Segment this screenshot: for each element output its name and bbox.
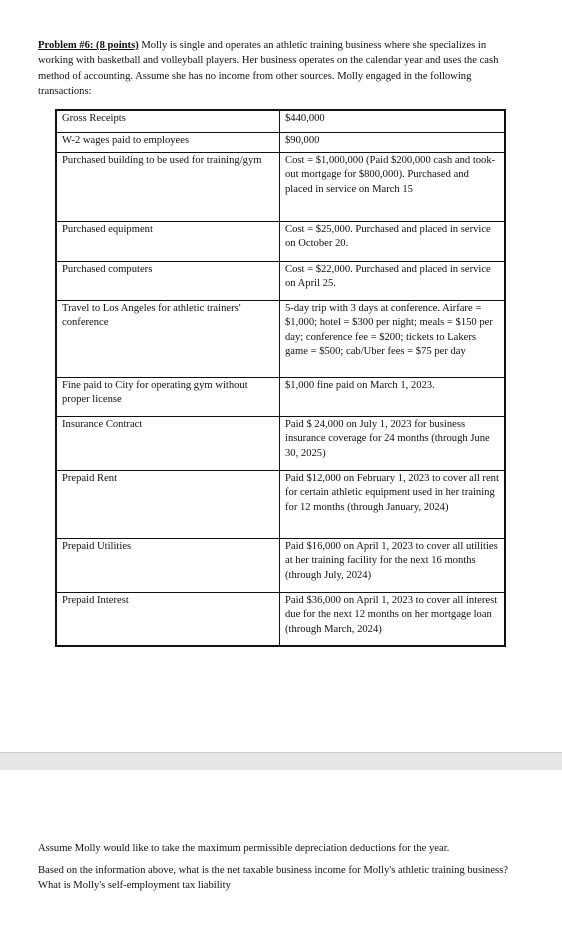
table-row <box>56 110 505 132</box>
table-row <box>56 221 505 261</box>
problem-text: Molly is single and operates an athletic training business where she specializes in working with basketball and volleyball players. Her business operates on the calendar year and uses the cash method of accounting. Assume she has no income from other sources. Molly engaged in the following transactions: <box>38 40 499 98</box>
table-row <box>56 152 505 221</box>
row-item: Fine paid to City for operating gym without proper license <box>56 377 280 416</box>
row-detail: $1,000 fine paid on March 1, 2023. <box>280 377 506 416</box>
row-item: Prepaid Utilities <box>56 538 280 592</box>
row-detail: $90,000 <box>280 132 506 152</box>
row-detail: $440,000 <box>280 110 506 132</box>
row-item: Prepaid Rent <box>56 470 280 538</box>
table-row <box>56 261 505 300</box>
row-detail: 5-day trip with 3 days at conference. Airfare = $1,000; hotel = $300 per night; meals = $150 per day; conference fee = $200; tickets to Lakers game = $500; cab/Uber fees = $75 per day <box>280 300 506 377</box>
row-item: Purchased equipment <box>56 221 280 261</box>
table-row <box>56 300 505 377</box>
row-detail: Paid $12,000 on February 1, 2023 to cover all rent for certain athletic equipment used in her training for 12 months (through January, 2024) <box>280 470 506 538</box>
table-row <box>56 538 505 592</box>
row-detail: Paid $16,000 on April 1, 2023 to cover all utilities at her training facility for the next 16 months (through July, 2024) <box>280 538 506 592</box>
row-detail: Cost = $25,000. Purchased and placed in service on October 20. <box>280 221 506 261</box>
table-row <box>56 416 505 470</box>
problem-intro <box>38 38 518 100</box>
table-row <box>56 592 505 646</box>
row-item: W-2 wages paid to employees <box>56 132 280 152</box>
row-item: Gross Receipts <box>56 110 280 132</box>
page-separator <box>0 752 562 771</box>
row-item: Travel to Los Angeles for athletic trainers' conference <box>56 300 280 377</box>
table-row <box>56 132 505 152</box>
table-row <box>56 470 505 538</box>
table-row <box>56 377 505 416</box>
row-item: Purchased computers <box>56 261 280 300</box>
row-item: Purchased building to be used for training/gym <box>56 152 280 221</box>
row-item: Insurance Contract <box>56 416 280 470</box>
row-detail: Cost = $1,000,000 (Paid $200,000 cash and took-out mortgage for $800,000). Purchased and placed in service on March 15 <box>280 152 506 221</box>
row-detail: Paid $ 24,000 on July 1, 2023 for business insurance coverage for 24 months (through June 30, 2025) <box>280 416 506 470</box>
row-item: Prepaid Interest <box>56 592 280 646</box>
row-detail: Cost = $22,000. Purchased and placed in service on April 25. <box>280 261 506 300</box>
question-taxable-income: Based on the information above, what is the net taxable business income for Molly's athletic training business? What is Molly's self-employment tax liability <box>38 865 508 892</box>
row-detail: Paid $36,000 on April 1, 2023 to cover all interest due for the next 12 months on her mortgage loan (through March, 2024) <box>280 592 506 646</box>
problem-title: Problem #6: (8 points) <box>38 40 139 51</box>
transactions-table <box>55 109 506 647</box>
question-depreciation: Assume Molly would like to take the maximum permissible depreciation deductions for the year. <box>38 843 450 854</box>
